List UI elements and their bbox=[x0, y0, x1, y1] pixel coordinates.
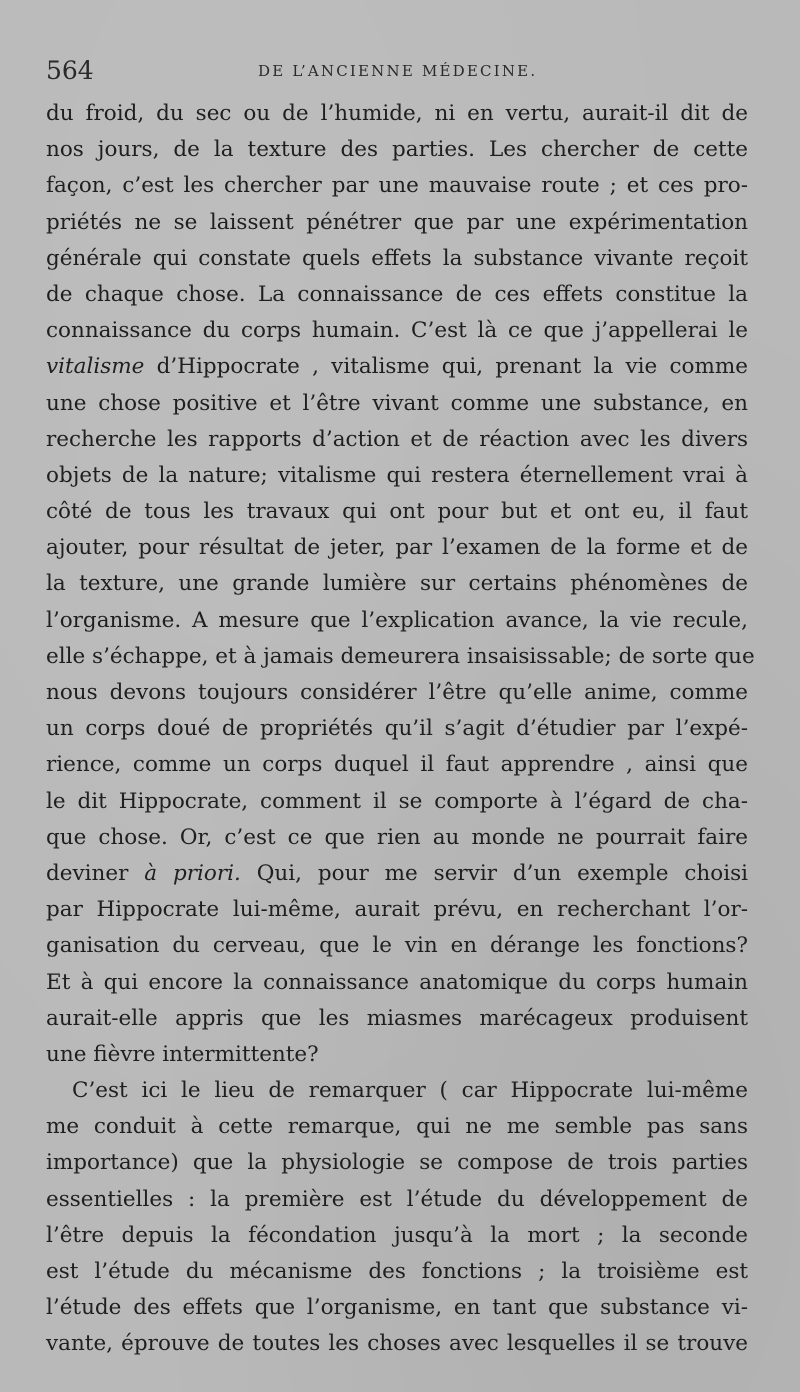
text-line: rience, comme un corps duquel il faut apprendre , ainsi que bbox=[46, 752, 748, 778]
text-line: de chaque chose. La connaissance de ces effets constitue la bbox=[46, 281, 748, 307]
text-line: elle s’échappe, et à jamais demeurera insaisissable; de sorte que bbox=[46, 643, 755, 669]
text-line: façon, c’est les chercher par une mauvaise route ; et ces pro- bbox=[46, 173, 748, 199]
text-line: ganisation du cerveau, que le vin en dérange les fonctions? bbox=[46, 933, 748, 959]
italic-term: à priori. bbox=[144, 860, 241, 886]
text-line: du froid, du sec ou de l’humide, ni en vertu, aurait-il dit de bbox=[46, 101, 748, 126]
text-line: C’est ici le lieu de remarquer ( car Hippocrate lui-même bbox=[72, 1078, 748, 1104]
text-line: l’étude des effets que l’organisme, en tant que substance vi- bbox=[46, 1295, 748, 1321]
text-line: me conduit à cette remarque, qui ne me semble pas sans bbox=[46, 1114, 748, 1140]
text-line: la texture, une grande lumière sur certains phénomènes de bbox=[46, 571, 748, 597]
text-line: nous devons toujours considérer l’être qu’elle anime, comme bbox=[46, 680, 748, 705]
running-head bbox=[46, 54, 746, 88]
text-line: objets de la nature; vitalisme qui restera éternellement vrai à bbox=[46, 462, 748, 488]
text-line bbox=[46, 349, 748, 385]
text-line: priétés ne se laissent pénétrer que par une expérimentation bbox=[46, 209, 748, 235]
text-line: Et à qui encore la connaissance anatomique du corps humain bbox=[46, 969, 748, 995]
text-line: vante, éprouve de toutes les choses avec lesquelles il se trouve bbox=[46, 1331, 748, 1357]
text-run: deviner bbox=[46, 860, 145, 886]
running-title: DE L’ANCIENNE MÉDECINE. bbox=[258, 62, 538, 80]
text-line: aurait-elle appris que les miasmes marécageux produisent bbox=[46, 1005, 748, 1031]
text-run: Qui, pour me servir d’un exemple choisi bbox=[240, 860, 748, 886]
text-line: ajouter, pour résultat de jeter, par l’examen de la forme et de bbox=[46, 535, 748, 561]
text-line: connaissance du corps humain. C’est là ce que j’appellerai le bbox=[46, 318, 748, 344]
text-line: par Hippocrate lui-même, aurait prévu, en recherchant l’or- bbox=[46, 897, 748, 923]
page-number: 564 bbox=[46, 56, 94, 85]
text-line: l’organisme. A mesure que l’explication avance, la vie recule, bbox=[46, 607, 748, 633]
text-line: le dit Hippocrate, comment il se comporte à l’égard de cha- bbox=[46, 788, 748, 814]
text-line: côté de tous les travaux qui ont pour but et ont eu, il faut bbox=[46, 499, 748, 525]
text-run: d’Hippocrate , vitalisme qui, prenant la vie comme bbox=[144, 354, 748, 380]
text-line: que chose. Or, c’est ce que rien au monde ne pourrait faire bbox=[46, 824, 748, 850]
text-line: importance) que la physiologie se compose de trois parties bbox=[46, 1150, 748, 1176]
italic-term: vitalisme bbox=[46, 354, 145, 380]
text-line: générale qui constate quels effets la substance vivante reçoit bbox=[46, 245, 748, 271]
text-line: essentielles : la première est l’étude du développement de bbox=[46, 1186, 748, 1212]
text-line: un corps doué de propriétés qu’il s’agit d’étudier par l’expé- bbox=[46, 716, 748, 742]
body-text bbox=[46, 96, 755, 1363]
text-line: une fièvre intermittente? bbox=[46, 1041, 319, 1067]
text-line: est l’étude du mécanisme des fonctions ; la troisième est bbox=[46, 1259, 748, 1284]
text-line: recherche les rapports d’action et de réaction avec les divers bbox=[46, 426, 748, 452]
text-line bbox=[46, 856, 748, 892]
text-line: nos jours, de la texture des parties. Les chercher de cette bbox=[46, 137, 748, 163]
text-line: l’être depuis la fécondation jusqu’à la mort ; la seconde bbox=[46, 1222, 748, 1248]
text-line: une chose positive et l’être vivant comme une substance, en bbox=[46, 390, 748, 416]
